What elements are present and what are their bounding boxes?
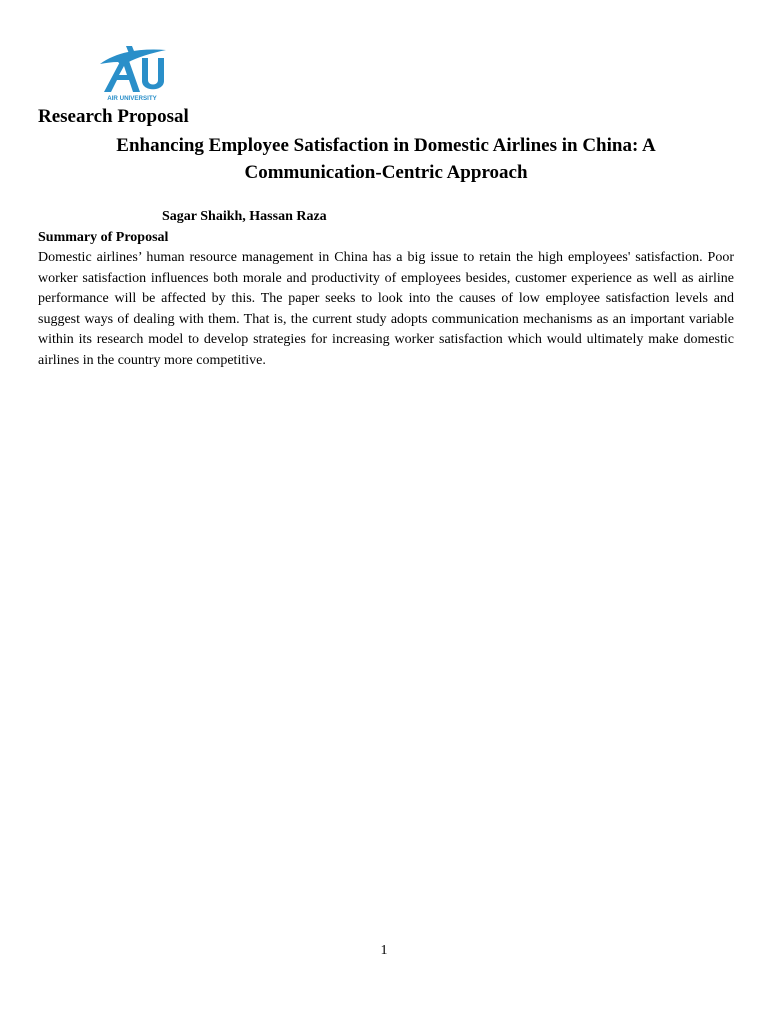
title-line: Communication-Centric Approach xyxy=(244,162,528,183)
document-type-label: Research Proposal xyxy=(38,106,189,127)
summary-heading: Summary of Proposal xyxy=(38,230,169,245)
summary-paragraph: Domestic airlines’ human resource management in China has a big issue to retain the high employees' satisfaction. Poor worker satisfaction influences both morale and productivity of employees besides, customer experience as well as airline performance will be affected by this. The paper seeks to look into the causes of low employee satisfaction levels and suggest ways of dealing with them. That is, the current study adopts communication mechanisms as an important variable within its research model to develop strategies for increasing worker satisfaction which would ultimately make domestic airlines in the country more competitive. xyxy=(38,250,734,368)
document-title xyxy=(38,132,734,186)
logo-text: AIR UNIVERSITY xyxy=(107,95,157,102)
page-number: 1 xyxy=(380,943,388,958)
air-university-logo-icon xyxy=(96,44,168,102)
title-line: Enhancing Employee Satisfaction in Domestic Airlines in China: A xyxy=(116,135,656,156)
authors: Sagar Shaikh, Hassan Raza xyxy=(162,209,327,224)
